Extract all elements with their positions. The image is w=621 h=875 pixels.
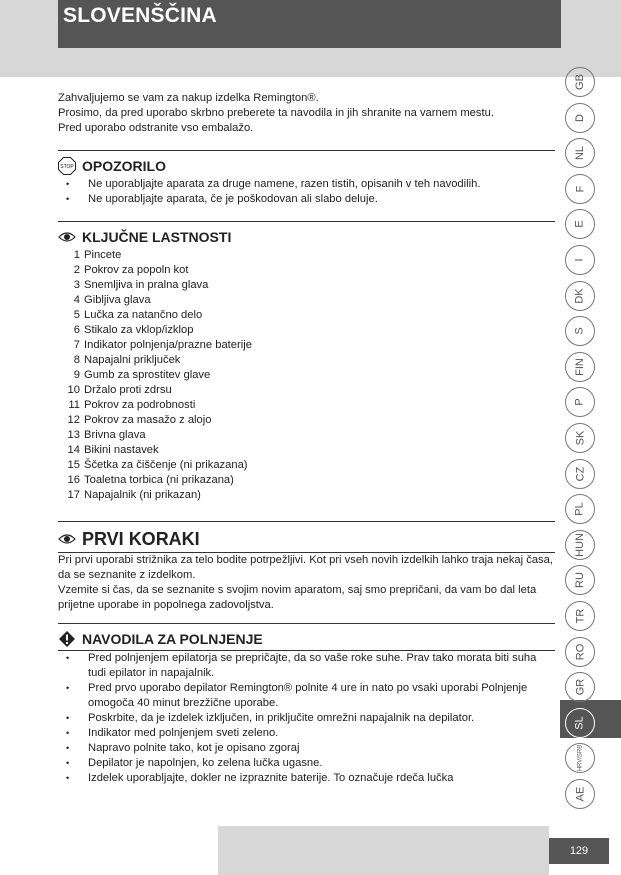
feature-number: 4	[73, 294, 80, 306]
language-tab-gr[interactable]	[565, 672, 595, 702]
language-code: SL	[574, 716, 586, 730]
language-tab-pl[interactable]	[565, 494, 595, 524]
list-item: • Izdelek uporabljajte, dokler ne izpraznite baterije. To označuje rdeča lučka	[58, 771, 555, 786]
feature-text: Pincete	[84, 249, 122, 261]
language-tab-dk[interactable]	[565, 281, 595, 311]
feature-number: 6	[73, 324, 80, 336]
list-item: • Depilator je napolnjen, ko zelena lučka ugasne.	[58, 756, 555, 771]
language-tab-e[interactable]	[565, 209, 595, 239]
feature-item	[58, 398, 555, 413]
feature-text: Stikalo za vklop/izklop	[84, 324, 194, 336]
language-code: GR	[574, 678, 586, 696]
feature-item	[58, 473, 555, 488]
charging-title: NAVODILA ZA POLNJENJE	[82, 631, 263, 647]
feature-item	[58, 293, 555, 308]
feature-text: Pokrov za popoln kot	[84, 264, 189, 276]
language-tab-i[interactable]	[565, 245, 595, 275]
feature-number: 1	[73, 249, 80, 261]
language-code: RO	[574, 643, 586, 660]
feature-text: Napajalnik (ni prikazan)	[84, 489, 201, 501]
feature-number: 7	[73, 339, 80, 351]
paragraph: Pri prvi uporabi strižnika za telo bodite potrpežljivi. Kot pri vseh novih izdelkih lahko traja nekaj časa, da se seznanite z izdelkom.	[58, 554, 553, 581]
feature-text: Pokrov za podrobnosti	[84, 399, 196, 411]
stop-icon	[58, 157, 76, 175]
language-code: E	[574, 220, 586, 229]
language-code: FIN	[573, 357, 586, 376]
page-title: SLOVENŠČINA	[63, 4, 217, 27]
language-code: DK	[574, 287, 586, 304]
language-code: SK	[574, 430, 586, 446]
list-item: • Ne uporabljajte aparata za druge namene, razen tistih, opisanih v teh navodilih.	[58, 177, 555, 192]
feature-item	[58, 458, 555, 473]
charging-list	[58, 650, 555, 786]
page-title-bar	[58, 0, 561, 48]
feature-text: Držalo proti zdrsu	[84, 384, 172, 396]
feature-number: 8	[73, 354, 80, 366]
language-tab-s[interactable]	[565, 316, 595, 346]
feature-text: Lučka za natančno delo	[84, 309, 203, 321]
feature-number: 12	[67, 414, 80, 426]
list-item: • Pred prvo uporabo depilator Remington® polnite 4 ure in nato po vsaki uporabi Polnjenje omogoča 40 minut brezžične uporabe.	[58, 681, 555, 711]
intro-line: Prosimo, da pred uporabo skrbno preberete ta navodila in jih shranite na varnem mestu.	[58, 107, 494, 119]
intro-line: Pred uporabo odstranite vso embalažo.	[58, 122, 254, 134]
features-title: KLJUČNE LASTNOSTI	[82, 229, 232, 245]
language-tab-gb[interactable]	[565, 67, 595, 97]
feature-number: 16	[67, 474, 80, 486]
warning-title: OPOZORILO	[82, 158, 166, 174]
first-steps-title: PRVI KORAKI	[82, 528, 200, 549]
language-code: P	[574, 398, 586, 407]
language-tab-p[interactable]	[565, 387, 595, 417]
language-tab-fin[interactable]	[565, 352, 595, 382]
language-tab-ru[interactable]	[565, 565, 595, 595]
language-tab-f[interactable]	[565, 174, 595, 204]
first-steps-header	[58, 521, 555, 552]
features-header	[58, 221, 555, 248]
language-tab-sk[interactable]	[565, 423, 595, 453]
charging-section	[58, 623, 555, 786]
language-code: D	[573, 113, 586, 122]
charging-header	[58, 623, 555, 650]
feature-number: 17	[67, 489, 80, 501]
language-code: NL	[574, 146, 586, 161]
intro-block	[58, 91, 555, 136]
language-code: TR	[573, 608, 586, 624]
feature-number: 3	[73, 279, 80, 291]
feature-number: 13	[67, 429, 80, 441]
language-tab-nl[interactable]	[565, 138, 595, 168]
feature-text: Gibljiva glava	[84, 294, 151, 306]
list-item: • Poskrbite, da je izdelek izključen, in priključite omrežni napajalnik na depilator.	[58, 711, 555, 726]
feature-item	[58, 308, 555, 323]
language-tab-tr[interactable]	[565, 601, 595, 631]
warning-diamond-icon	[58, 630, 76, 648]
feature-item	[58, 278, 555, 293]
language-code: RU	[573, 572, 586, 589]
warning-header	[58, 150, 555, 177]
feature-number: 2	[73, 264, 80, 276]
language-tab-hrv-srb[interactable]	[565, 743, 595, 773]
language-tab-sl[interactable]	[565, 708, 595, 738]
features-section	[58, 221, 555, 503]
feature-item	[58, 353, 555, 368]
feature-number: 15	[67, 459, 80, 471]
language-code: GB	[574, 74, 586, 90]
intro-line: Zahvaljujemo se vam za nakup izdelka Remington®.	[58, 92, 319, 104]
language-code: S	[574, 327, 586, 335]
feature-text: Brivna glava	[84, 429, 146, 441]
language-code: HRV/SRB	[576, 745, 583, 772]
feature-item	[58, 368, 555, 383]
language-tab-cz[interactable]	[565, 459, 595, 489]
language-code: F	[573, 185, 586, 193]
features-list	[58, 248, 555, 503]
feature-item	[58, 413, 555, 428]
list-item: • Napravo polnite tako, kot je opisano zgoraj	[58, 741, 555, 756]
feature-text: Napajalni priključek	[84, 354, 181, 366]
first-steps-section	[58, 521, 555, 613]
warning-section	[58, 150, 555, 207]
language-code: AE	[574, 786, 586, 802]
list-item: • Pred polnjenjem epilatorja se prepričajte, da so vaše roke suhe. Prav tako morata biti suha tudi epilator in napajalnik.	[58, 651, 555, 681]
feature-text: Snemljiva in pralna glava	[84, 279, 209, 291]
feature-item	[58, 428, 555, 443]
feature-text: Pokrov za masažo z alojo	[84, 414, 212, 426]
paragraph: Vzemite si čas, da se seznanite s svojim novim aparatom, saj smo prepričani, da vam bo dal leta prijetne uporabe in popolnega zadovoljstva.	[58, 584, 537, 611]
feature-number: 9	[73, 369, 80, 381]
language-code: I	[574, 258, 586, 262]
warning-list	[58, 177, 555, 207]
page-number: 129	[549, 838, 609, 864]
eye-icon	[58, 228, 76, 246]
feature-item	[58, 488, 555, 503]
feature-number: 11	[68, 399, 80, 411]
list-item: • Ne uporabljajte aparata, če je poškodovan ali slabo deluje.	[58, 192, 555, 207]
feature-number: 14	[67, 444, 80, 456]
feature-text: Bikini nastavek	[84, 444, 159, 456]
language-code: HUN	[574, 532, 586, 557]
feature-item	[58, 263, 555, 278]
feature-number: 5	[73, 309, 80, 321]
first-steps-text	[58, 552, 555, 613]
feature-item	[58, 443, 555, 458]
feature-text: Ščetka za čiščenje (ni prikazana)	[84, 459, 248, 471]
language-code: CZ	[573, 466, 586, 481]
feature-number: 10	[67, 384, 80, 396]
feature-text: Indikator polnjenja/prazne baterije	[84, 339, 252, 351]
feature-text: Toaletna torbica (ni prikazana)	[84, 474, 234, 486]
language-tab-d[interactable]	[565, 103, 595, 133]
feature-item	[58, 248, 555, 263]
feature-text: Gumb za sprostitev glave	[84, 369, 211, 381]
list-item: • Indikator med polnjenjem sveti zeleno.	[58, 726, 555, 741]
language-tab-ae[interactable]	[565, 779, 595, 809]
feature-item	[58, 338, 555, 353]
eye-icon	[58, 530, 76, 548]
svg-text:STOP: STOP	[60, 164, 74, 170]
feature-item	[58, 383, 555, 398]
language-tab-ro[interactable]	[565, 637, 595, 667]
bottom-grey-band	[218, 826, 549, 875]
language-code: PL	[574, 502, 586, 516]
language-tab-hun[interactable]	[565, 530, 595, 560]
feature-item	[58, 323, 555, 338]
